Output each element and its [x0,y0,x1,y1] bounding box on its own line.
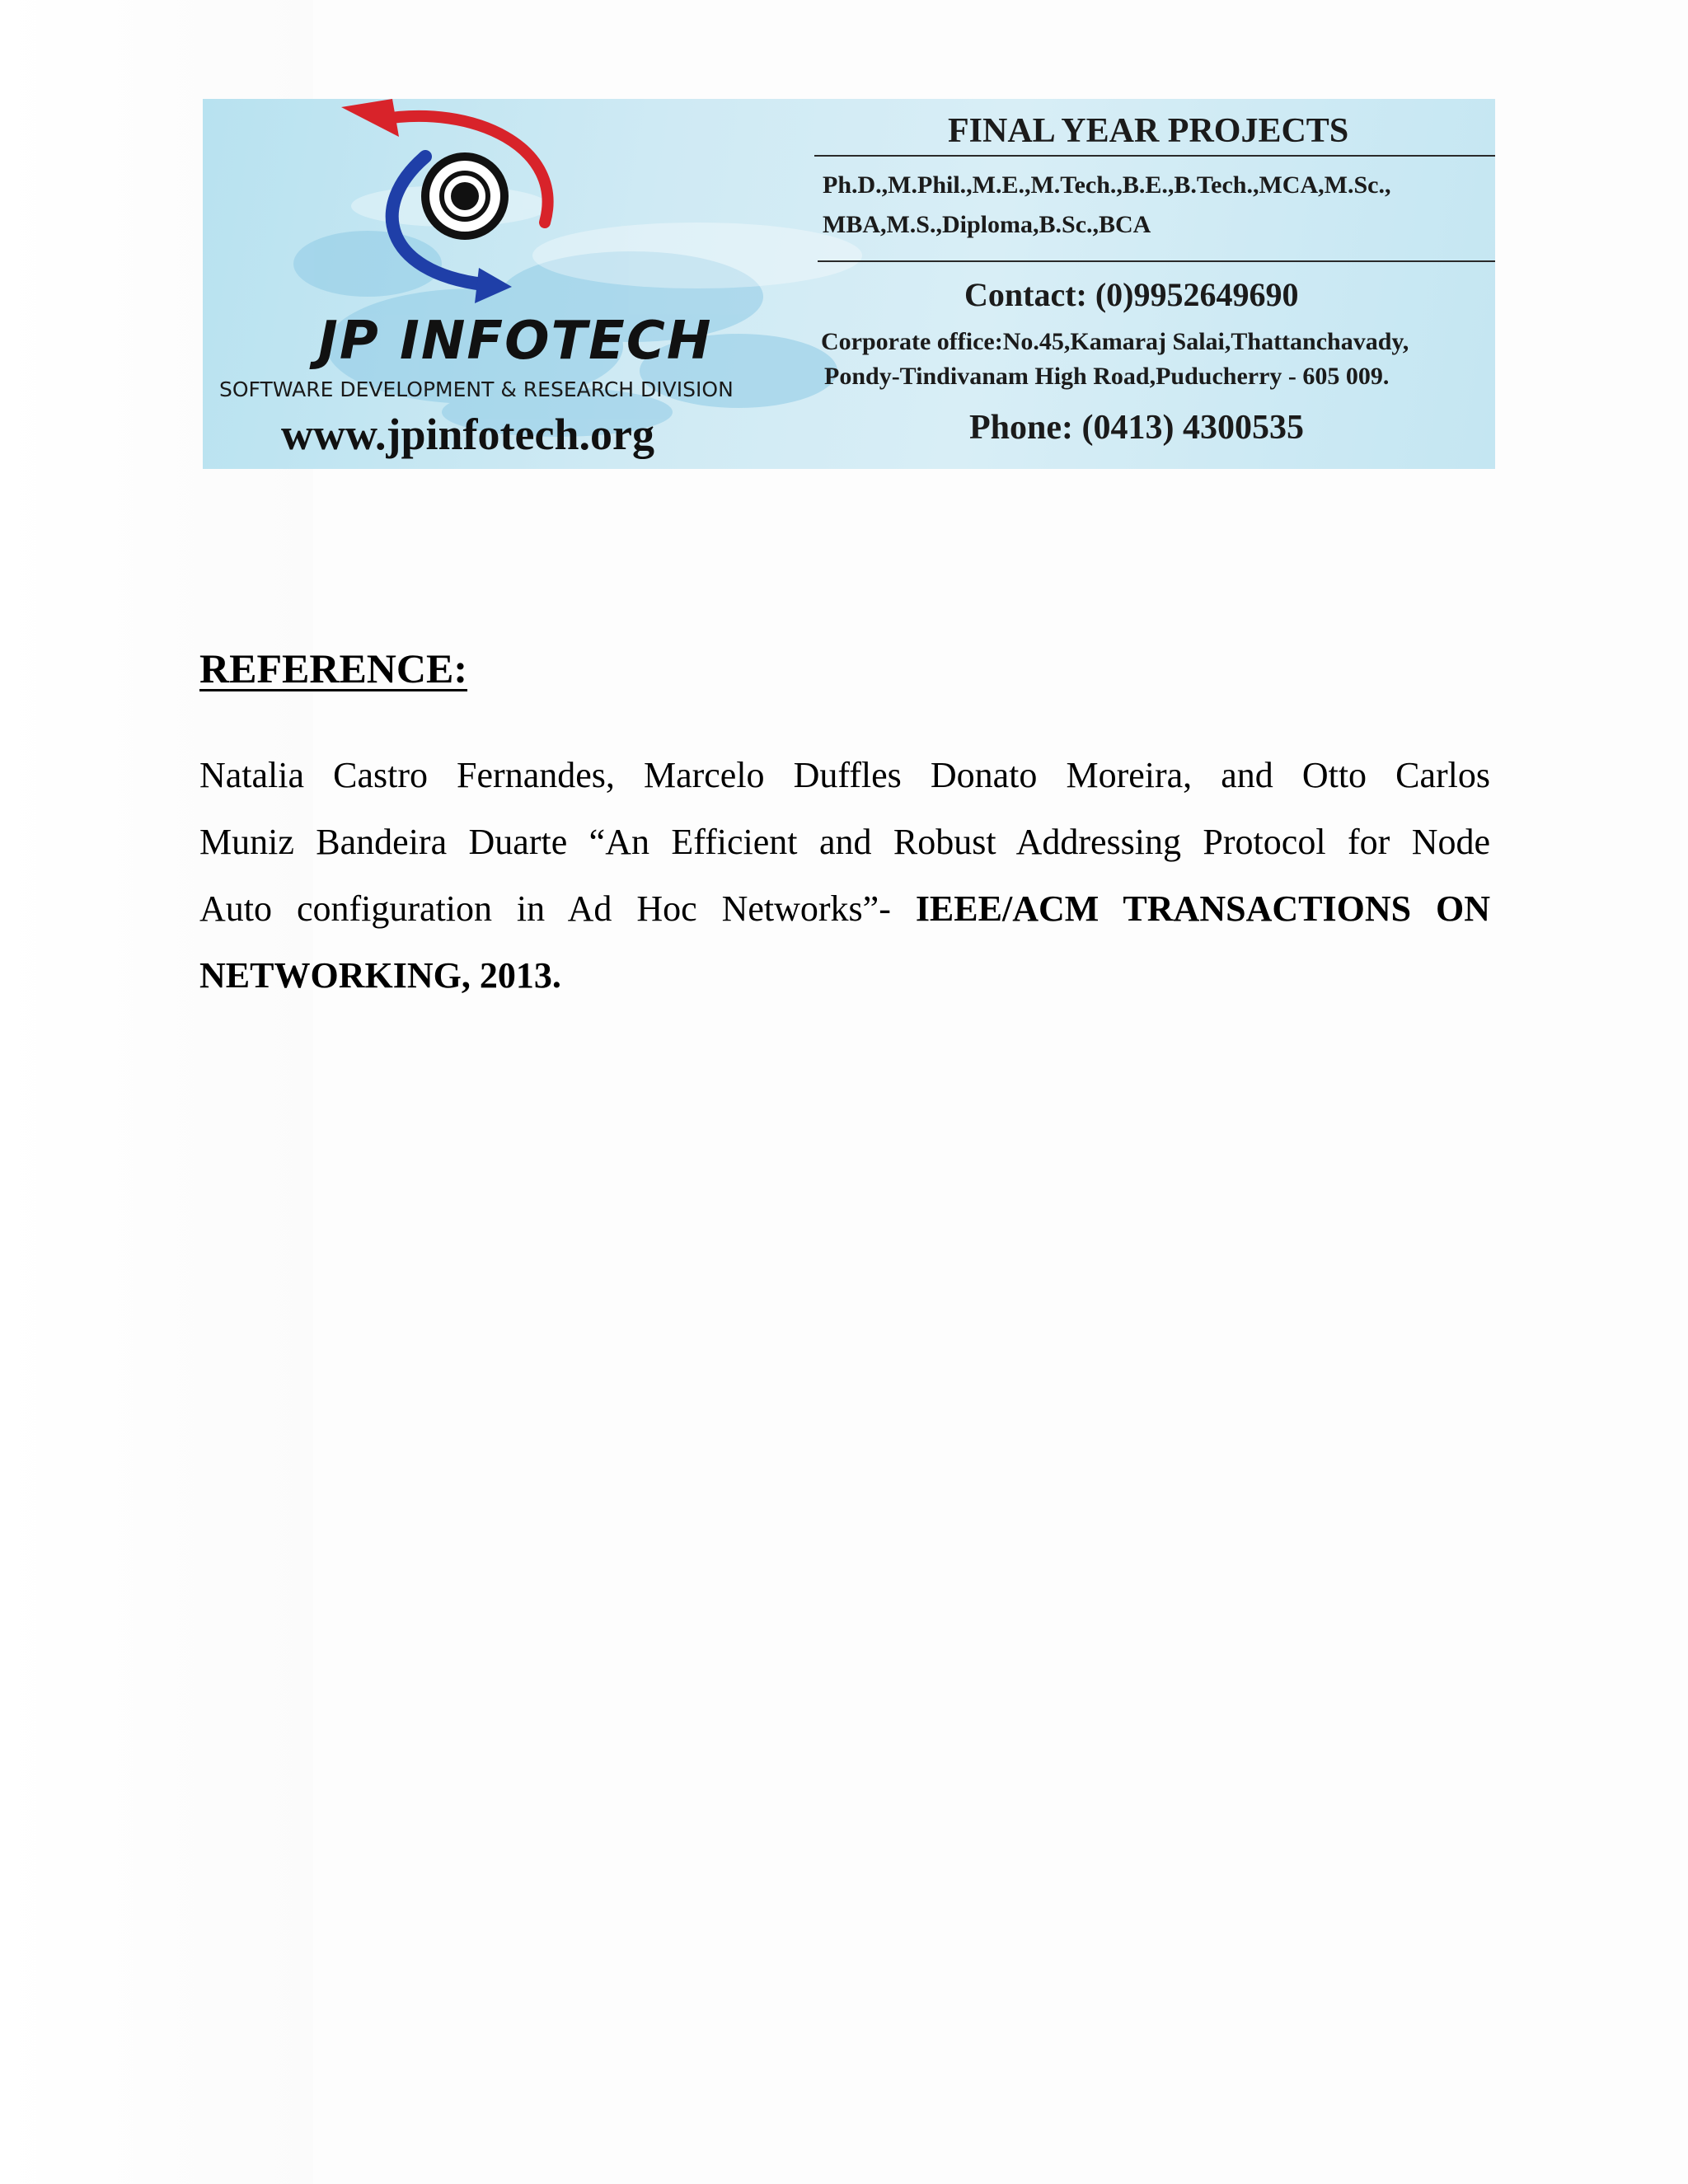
reference-heading: REFERENCE: [199,645,468,691]
banner-title: FINAL YEAR PROJECTS [948,112,1349,150]
office-address-line-2: Pondy-Tindivanam High Road,Puducherry - 605 009. [824,363,1390,390]
degrees-line-2: MBA,M.S.,Diploma,B.Sc.,BCA [823,211,1151,238]
reference-line: Natalia Castro Fernandes, Marcelo Duffles Donato Moreira, and Otto Carlos [199,755,1490,795]
reference-paragraph [199,742,1490,1009]
divider [818,260,1495,262]
brand-subtitle: SOFTWARE DEVELOPMENT & RESEARCH DIVISION [219,377,734,401]
journal-name: IEEE/ACM TRANSACTIONS ON [915,888,1490,929]
reference-line: Muniz Bandeira Duarte “An Efficient and Robust Addressing Protocol for Node [199,822,1490,862]
phone-number: Phone: (0413) 4300535 [969,409,1304,447]
brand-name: JP INFOTECH [318,311,713,372]
contact-number: Contact: (0)9952649690 [964,276,1299,313]
divider [814,155,1495,157]
header-banner [203,99,1495,469]
reference-line [199,875,1490,942]
reference-text: Auto configuration in Ad Hoc Networks”- [199,888,916,929]
office-address-line-1: Corporate office:No.45,Kamaraj Salai,Thattanchavady, [821,328,1409,355]
website-link[interactable]: www.jpinfotech.org [281,410,654,459]
journal-name-year: NETWORKING, 2013. [199,955,561,996]
eye-target-icon [425,157,504,236]
degrees-line-1: Ph.D.,M.Phil.,M.E.,M.Tech.,B.E.,B.Tech.,MCA,M.Sc., [823,171,1391,199]
